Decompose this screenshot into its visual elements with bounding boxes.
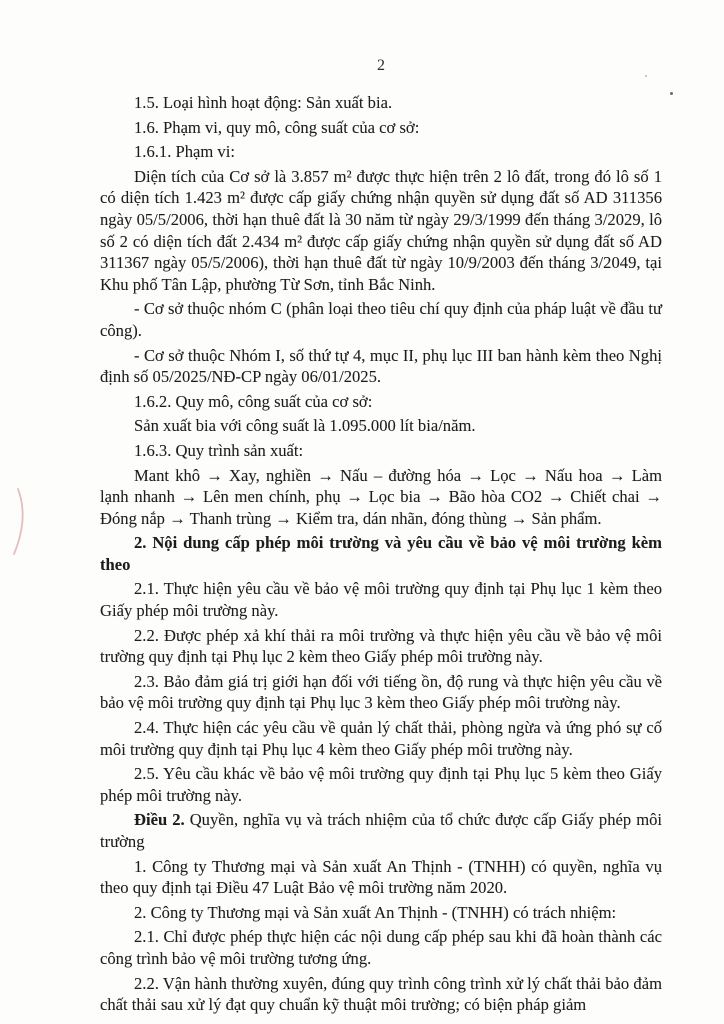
para-quyen-nghia-vu: 1. Công ty Thương mại và Sản xuất An Thịnh - (TNHH) có quyền, nghĩa vụ theo quy định tại Điều 47 Luật Bảo vệ môi trường năm 2020.	[100, 856, 662, 898]
para-1-6-3: 1.6.3. Quy trình sản xuất:	[134, 440, 304, 460]
para-2-2: 2.2. Được phép xả khí thải ra môi trường và thực hiện yêu cầu về bảo vệ môi trường quy định tại Phụ lục 2 kèm theo Giấy phép môi trường này.	[100, 625, 662, 667]
heading-noi-dung-cap-phep: 2. Nội dung cấp phép môi trường và yêu cầu về bảo vệ môi trường kèm theo	[100, 533, 662, 574]
pen-stroke-mark	[14, 489, 23, 554]
document-content	[100, 57, 662, 1019]
para-cong-suat: Sản xuất bia với công suất là 1.095.000 lít bia/năm.	[134, 416, 476, 436]
para-nhom-c: - Cơ sở thuộc nhóm C (phân loại theo tiêu chí quy định của pháp luật về đầu tư công).	[100, 299, 662, 340]
para-trach-nhiem-2-1: 2.1. Chỉ được phép thực hiện các nội dung cấp phép sau khi đã hoàn thành các công trình bảo vệ môi trường tương ứng.	[100, 927, 662, 968]
para-1-6-2: 1.6.2. Quy mô, công suất của cơ sở:	[134, 391, 373, 411]
para-dieu-2	[100, 809, 662, 852]
para-1-6: 1.6. Phạm vi, quy mô, công suất của cơ sở:	[134, 117, 420, 137]
para-1-5: 1.5. Loại hình hoạt động: Sản xuất bia.	[134, 93, 393, 112]
page-number: 2	[377, 57, 385, 74]
para-1-6-1: 1.6.1. Phạm vi:	[134, 142, 235, 162]
para-nhom-i: - Cơ sở thuộc Nhóm I, số thứ tự 4, mục II, phụ lục III ban hành kèm theo Nghị định số 05/2025/NĐ-CP ngày 06/01/2025.	[100, 345, 662, 387]
para-2-3: 2.3. Bảo đảm giá trị giới hạn đối với tiếng ồn, độ rung và thực hiện yêu cầu về bảo vệ môi trường quy định tại Phụ lục 3 kèm theo Giấy phép môi trường này.	[100, 671, 662, 713]
para-2-4: 2.4. Thực hiện các yêu cầu về quản lý chất thải, phòng ngừa và ứng phó sự cố môi trường quy định tại Phụ lục 4 kèm theo Giấy phép môi trường này.	[100, 718, 662, 759]
scan-speck	[670, 92, 673, 95]
para-dien-tich: Diện tích của Cơ sở là 3.857 m² được thực hiện trên 2 lô đất, trong đó lô số 1 có diện tích 1.423 m² được cấp giấy chứng nhận quyền sử dụng đất số AD 311356 ngày 05/5/2006, thời hạn thuê đất là 30 năm từ ngày 29/3/1999 đến tháng 3/2029, lô số 2 có diện tích đất 2.434 m² được cấp giấy chứng nhận quyền sử dụng đất số AD 311367 ngày 05/5/2006), thời hạn thuê đất từ ngày 10/9/2003 đến tháng 3/2049, tại Khu phố Tân Lập, phường Từ Sơn, tỉnh Bắc Ninh.	[100, 166, 662, 294]
para-2-1: 2.1. Thực hiện yêu cầu về bảo vệ môi trường quy định tại Phụ lục 1 kèm theo Giấy phép môi trường này.	[100, 579, 662, 621]
para-dieu-2-text: Quyền, nghĩa vụ và trách nhiệm của tổ chức được cấp Giấy phép môi trường	[100, 810, 663, 851]
para-dieu-2-lead: Điều 2.	[134, 810, 185, 830]
para-trach-nhiem-2-2: 2.2. Vận hành thường xuyên, đúng quy trình công trình xử lý chất thải bảo đảm chất thải sau xử lý đạt quy chuẩn kỹ thuật môi trường; có biện pháp giảm	[100, 973, 662, 1015]
para-quy-trinh-san-xuat: Mant khô → Xay, nghiền → Nấu – đường hóa → Lọc → Nấu hoa → Làm lạnh nhanh → Lên men chính, phụ → Lọc bia → Bão hòa CO2 → Chiết chai → Đóng nắp → Thanh trùng → Kiểm tra, dán nhãn, đóng thùng → Sản phẩm.	[100, 465, 662, 528]
para-trach-nhiem: 2. Công ty Thương mại và Sản xuất An Thịnh - (TNHH) có trách nhiệm:	[134, 902, 617, 922]
para-2-5: 2.5. Yêu cầu khác về bảo vệ môi trường quy định tại Phụ lục 5 kèm theo Giấy phép môi trường này.	[100, 764, 662, 805]
